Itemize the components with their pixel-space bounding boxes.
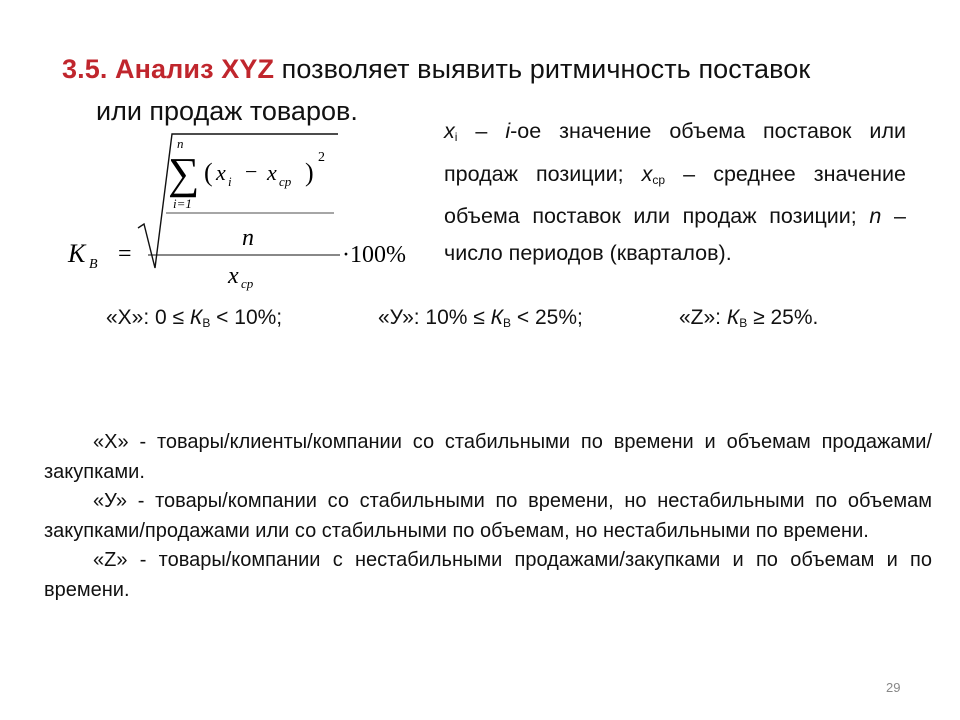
x-cp-sub: cp <box>279 174 292 189</box>
outer-denominator-sub: cp <box>241 276 254 291</box>
range-k: К <box>726 306 740 329</box>
range-k-sub: В <box>503 316 512 330</box>
def-text: – число периодов (кварталов). <box>444 204 906 265</box>
formula-multiplier: ·100% <box>342 242 406 268</box>
def-xi-sub: i <box>454 130 458 144</box>
title-section-number: 3.5. Анализ XYZ <box>62 54 275 84</box>
sum-upper-limit: n <box>177 136 184 151</box>
def-n-var: n <box>869 204 882 228</box>
def-text: -ое значение объема поставок или продаж позиции; <box>444 119 906 186</box>
def-i: i <box>505 119 511 143</box>
x-i-sub: i <box>228 174 232 189</box>
power-two: 2 <box>318 150 325 165</box>
description-y: «У» - товары/компании со стабильными по времени, но нестабильными по объемам закупками/продажами или со стабильными по объемам, но нестабильными по времени. <box>44 490 932 542</box>
range-x <box>106 306 282 330</box>
minus-sign: − <box>245 159 258 184</box>
range-text: < 10%; <box>210 306 283 329</box>
range-z <box>679 306 818 330</box>
range-k-sub: В <box>739 316 748 330</box>
range-text: ≥ 25%. <box>747 306 819 329</box>
description-z: «Z» - товары/компании с нестабильными продажами/закупками и по объемам и по времени. <box>44 549 932 601</box>
slide-title-line2: или продаж товаров. <box>96 96 358 126</box>
description-x: «Х» - товары/клиенты/компании со стабильными по времени и объемам продажами/закупками. <box>44 431 932 483</box>
def-xcp-sub: ср <box>652 172 666 187</box>
def-xi-var: x <box>444 119 455 143</box>
page-number: 29 <box>886 680 901 695</box>
range-k: К <box>490 306 504 329</box>
formula-equals: = <box>118 241 132 267</box>
x-cp-var: x <box>267 160 277 185</box>
range-text: «Z»: <box>679 306 727 329</box>
slide-title <box>62 54 810 85</box>
range-k-sub: В <box>202 316 211 330</box>
x-i-var: x <box>216 160 226 185</box>
range-text: «У»: 10% ≤ <box>378 306 491 329</box>
range-text: «Х»: 0 ≤ <box>106 306 190 329</box>
formula-k: К <box>68 239 86 268</box>
range-text: < 25%; <box>511 306 583 329</box>
paren-close: ) <box>305 158 314 187</box>
kv-formula <box>60 128 440 308</box>
def-xcp-var: x <box>641 161 653 186</box>
paren-open: ( <box>204 158 213 187</box>
category-descriptions <box>44 428 932 605</box>
formula-k-sub: В <box>89 257 98 272</box>
inner-denominator: n <box>242 225 254 251</box>
sigma-symbol: ∑ <box>168 149 200 198</box>
range-k: К <box>189 306 203 329</box>
range-y <box>378 306 583 330</box>
title-text: позволяет выявить ритмичность поставок <box>274 54 811 84</box>
def-text: – <box>457 119 506 143</box>
variable-definitions <box>444 113 906 271</box>
sum-lower-limit: i=1 <box>173 196 192 211</box>
def-text: – среднее значение объема поставок или продаж позиции; <box>444 161 907 228</box>
outer-denominator-x: x <box>228 263 239 289</box>
